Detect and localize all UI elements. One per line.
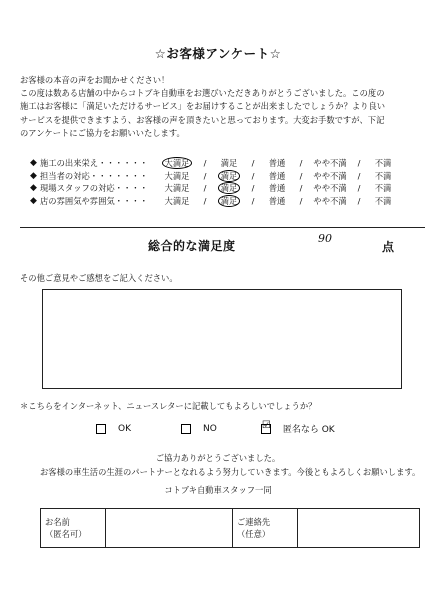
survey-row: ◆ 施工の出来栄え・・・・・・ 大満足 / 満足 / 普通 / やや不満 / 不満 (30, 157, 420, 170)
option-somewhat-dissatisfied[interactable]: やや不満 (313, 170, 347, 181)
intro-line: のアンケートにご協力をお願いいたします。 (20, 127, 185, 138)
contact-label: ご連絡先 (237, 517, 271, 527)
option-satisfied[interactable]: 満足 (214, 170, 244, 182)
comment-label: その他ご意見やご感想をご記入ください。 (20, 273, 178, 283)
question-text: 担当者の対応・・・・・・・ (40, 170, 148, 181)
option-very-satisfied[interactable]: 大満足 (164, 195, 190, 206)
contact-table (40, 508, 420, 548)
option-neutral[interactable]: 普通 (268, 158, 286, 169)
survey-row: ◆ 店の雰囲気や雰囲気・・・・ 大満足 / 満足 / 普通 / やや不満 / 不満 (30, 195, 420, 208)
contact-label-cell (233, 509, 298, 548)
intro-line: 施工はお客様に「満足いただけるサービス」をお届けすることが出来ましたでしょうか？より良い (20, 101, 386, 112)
comment-box[interactable] (42, 289, 402, 389)
choice-ok[interactable] (96, 424, 131, 434)
publish-choices (96, 419, 335, 435)
choice-no-label: NO (203, 423, 217, 434)
checkbox-ok[interactable] (96, 424, 106, 434)
name-label-cell (41, 509, 106, 548)
survey-row: ◆ 現場スタッフの対応・・・・ 大満足 / 満足 / 普通 / やや不満 / 不満 (30, 182, 420, 195)
option-somewhat-dissatisfied[interactable]: やや不満 (313, 158, 347, 169)
overall-satisfaction-value[interactable]: 90 (318, 232, 332, 245)
contact-field[interactable] (298, 509, 420, 548)
option-dissatisfied[interactable]: 不満 (374, 158, 392, 169)
intro-line: この度は数ある店舗の中からコトブキ自動車をお選びいただきありがとうございました。この度の (20, 88, 385, 99)
option-neutral[interactable]: 普通 (268, 183, 286, 194)
option-somewhat-dissatisfied[interactable]: やや不満 (313, 195, 347, 206)
bullet-icon: ◆ (30, 170, 37, 181)
check-mark-icon: ☑ (261, 419, 271, 431)
survey-title: ☆お客様アンケート☆ (154, 46, 282, 61)
choice-ok-label: OK (118, 423, 131, 434)
option-neutral[interactable]: 普通 (268, 195, 286, 206)
section-divider (20, 227, 425, 228)
option-very-satisfied[interactable]: 大満足 (158, 157, 196, 169)
choice-anonymous-ok[interactable] (261, 419, 335, 435)
overall-satisfaction-unit: 点 (382, 240, 395, 254)
closing-thanks: ご協力ありがとうございました。 (155, 453, 281, 463)
checkbox-no[interactable] (181, 424, 191, 434)
option-dissatisfied[interactable]: 不満 (374, 195, 392, 206)
option-somewhat-dissatisfied[interactable]: やや不満 (313, 183, 347, 194)
name-field[interactable] (106, 509, 233, 548)
choice-no[interactable] (181, 424, 217, 434)
bullet-icon: ◆ (30, 195, 37, 206)
bullet-icon: ◆ (30, 183, 37, 194)
option-very-satisfied[interactable]: 大満足 (164, 183, 190, 194)
checkbox-anonymous-ok[interactable] (261, 419, 271, 434)
publish-question: ＊こちらをインターネット、ニュースレターに記載してもよろしいでしょうか？ (20, 401, 317, 411)
question-text: 現場スタッフの対応・・・・ (40, 183, 148, 194)
question-text: 店の雰囲気や雰囲気・・・・ (40, 195, 148, 206)
closing-message: お客様の車生活の生涯のパートナーとなれるよう努力していきます。今後ともよろしくお願いします。 (40, 467, 421, 477)
option-satisfied[interactable]: 満足 (214, 182, 244, 194)
bullet-icon: ◆ (30, 158, 37, 169)
option-very-satisfied[interactable]: 大満足 (164, 170, 190, 181)
closing-signature: コトブキ自動車スタッフ一同 (164, 485, 272, 495)
option-satisfied[interactable]: 満足 (214, 195, 244, 207)
choice-anonymous-ok-label: 匿名なら OK (282, 425, 335, 435)
overall-satisfaction-label: 総合的な満足度 (148, 239, 236, 253)
intro-line: お客様の本音の声をお聞かせください！ (20, 75, 170, 85)
question-text: 施工の出来栄え・・・・・・ (40, 158, 148, 169)
name-label: お名前 (45, 517, 70, 527)
intro-line: サービスを提供できますよう、お客様の声を頂きたいと思っております。大変お手数ですが、下記 (20, 114, 385, 125)
option-neutral[interactable]: 普通 (268, 170, 286, 181)
survey-row: ◆ 担当者の対応・・・・・・・ 大満足 / 満足 / 普通 / やや不満 / 不満 (30, 170, 420, 183)
option-dissatisfied[interactable]: 不満 (374, 183, 392, 194)
option-satisfied[interactable]: 満足 (220, 158, 238, 169)
option-dissatisfied[interactable]: 不満 (374, 170, 392, 181)
name-label-note: （匿名可） (45, 529, 87, 539)
intro-text (20, 74, 420, 140)
contact-label-note: （任意） (237, 529, 271, 539)
survey-questions (30, 157, 420, 207)
